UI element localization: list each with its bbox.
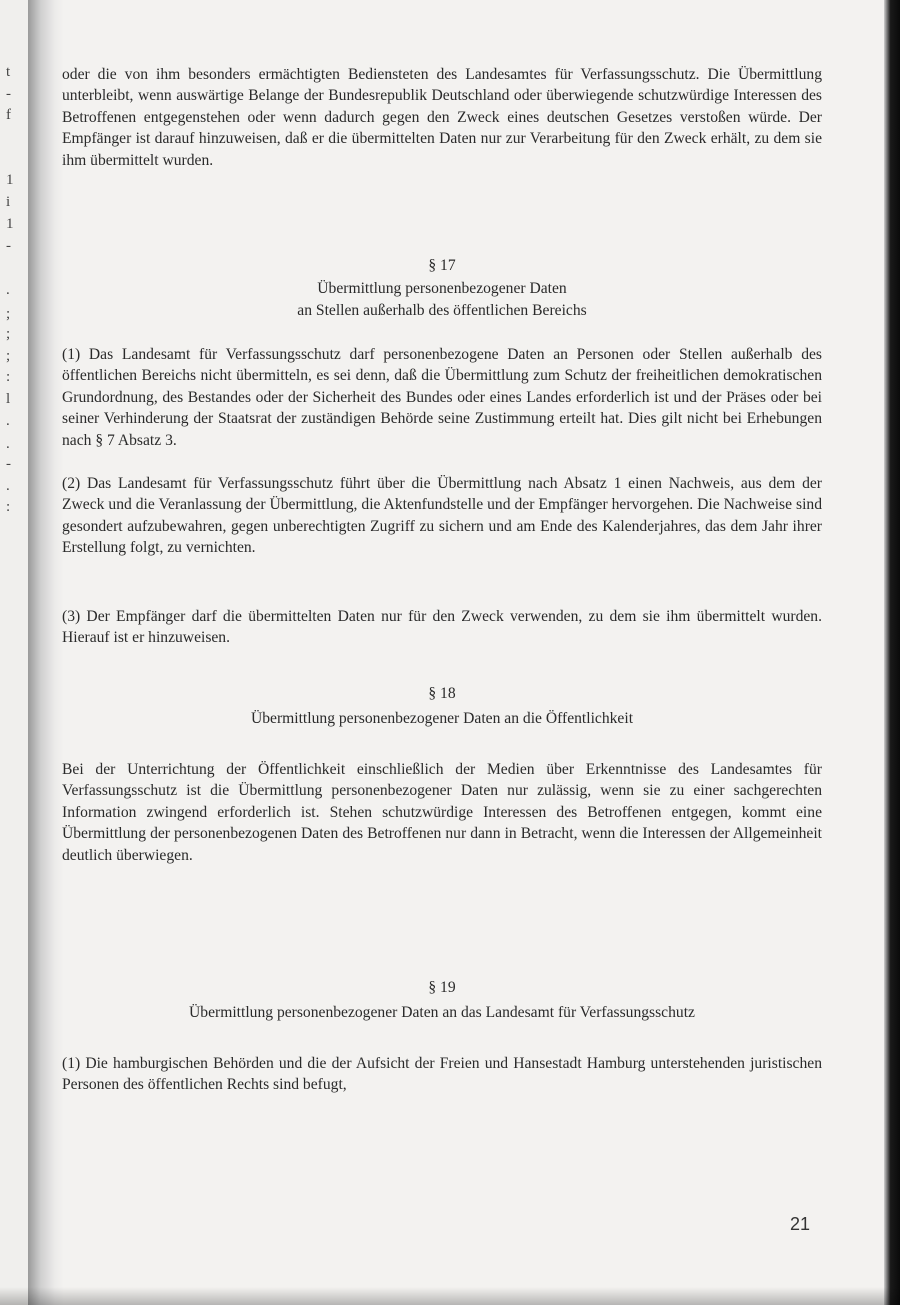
paragraph-text: Bei der Unterrichtung der Öffentlichkeit einschließlich der Medien über Erkenntnisse des Landesamtes für Verfassungsschutz ist die Übermittlung personenbezogener Daten nur zulässig, wenn sie zu einer sachgerechten Information zwingend erforderlich ist. Stehen schutzwürdige Interessen des Betroffenen entgegen, kommt eine Übermittlung der personenbezogenen Daten des Betroffenen nur dann in Betracht, wenn die Interessen der Allgemeinheit deutlich überwiegen. [62, 761, 822, 864]
section-18-number: § 18 [428, 685, 456, 702]
section-18-title: Übermittlung personenbezogener Daten an die Öffentlichkeit [250, 710, 634, 727]
paragraph-text: (1) Die hamburgischen Behörden und die der Aufsicht der Freien und Hansestadt Hamburg unterstehenden juristischen Personen des öffentlichen Rechts sind befugt, [62, 1055, 822, 1094]
page-right-edge [884, 0, 900, 1305]
margin-fragment: . [6, 413, 10, 429]
margin-fragment: 1 [6, 216, 14, 232]
margin-fragment: - [6, 86, 11, 102]
section-17-para-2 [62, 473, 822, 559]
section-17-title-line-1: Übermittlung personenbezogener Daten [317, 280, 567, 297]
margin-fragment: : [6, 369, 11, 385]
paragraph-text: (1) Das Landesamt für Verfassungsschutz darf personenbezogene Daten an Personen oder Stellen außerhalb des öffentlichen Bereichs nicht übermitteln, es sei denn, daß die Übermittlung zum Schutz der freiheitlichen demokratischen Grundordnung, des Bestandes oder der Sicherheit des Bundes oder eines Landes erforderlich ist und der Präses oder bei seiner Verhinderung der Staatsrat der zuständigen Behörde seine Zustimmung erteilt hat. Dies gilt nicht bei Erhebungen nach § 7 Absatz 3. [62, 346, 822, 449]
margin-fragment: - [6, 238, 11, 254]
margin-fragment: i [6, 194, 11, 210]
section-18-para-1 [62, 759, 822, 866]
intro-paragraph [62, 64, 822, 171]
paragraph-text: (3) Der Empfänger darf die übermittelten Daten nur für den Zweck verwenden, zu dem sie ihm übermittelt wurden. Hierauf ist er hinzuweisen. [62, 608, 822, 647]
page-left-edge [0, 0, 30, 1305]
margin-fragment: f [6, 107, 11, 123]
margin-fragment: : [6, 499, 11, 515]
section-19-title: Übermittlung personenbezogener Daten an das Landesamt für Verfassungsschutz [189, 1004, 695, 1021]
section-17-para-3 [62, 606, 822, 649]
section-17-number: § 17 [428, 257, 456, 274]
margin-fragment: . [6, 282, 10, 298]
margin-fragment: ; [6, 326, 11, 342]
paragraph-text: oder die von ihm besonders ermächtigten Bediensteten des Landesamtes für Verfassungsschutz. Die Übermittlung unterbleibt, wenn auswärtige Belange der Bundesrepublik Deutschland oder überwiegende schutzwürdige Interessen des Betroffenen entgegenstehen oder wenn dadurch gegen den Zweck eines deutschen Gesetzes verstoßen würde. Der Empfänger ist darauf hinzuweisen, daß er die übermittelten Daten nur zur Verarbeitung für den Zweck erhält, zu dem sie ihm übermittelt wurden. [62, 66, 822, 169]
section-19-para-1 [62, 1053, 822, 1096]
section-17-title-line-2: an Stellen außerhalb des öffentlichen Bereichs [297, 302, 587, 319]
margin-fragment: 1 [6, 172, 14, 188]
page-number: 21 [790, 1214, 811, 1234]
section-19-number: § 19 [428, 979, 456, 996]
margin-fragment: ; [6, 348, 11, 364]
margin-fragment: l [6, 391, 11, 407]
binding-gutter-shadow [28, 0, 64, 1305]
margin-fragment: ; [6, 306, 11, 322]
margin-fragment: t [6, 64, 11, 80]
margin-fragment: . [6, 478, 10, 494]
paragraph-text: (2) Das Landesamt für Verfassungsschutz führt über die Übermittlung nach Absatz 1 einen Nachweis, aus dem der Zweck und die Veranlassung der Übermittlung, die Aktenfundstelle und der Empfänger hervorgehen. Die Nachweise sind gesondert aufzubewahren, gegen unberechtigten Zugriff zu sichern und am Ende des Kalenderjahres, das dem Jahr ihrer Erstellung folgt, zu vernichten. [62, 475, 822, 557]
page-bottom-shadow [0, 1287, 900, 1305]
margin-fragment: . [6, 436, 10, 452]
section-17-para-1 [62, 344, 822, 451]
margin-fragment: - [6, 456, 11, 472]
